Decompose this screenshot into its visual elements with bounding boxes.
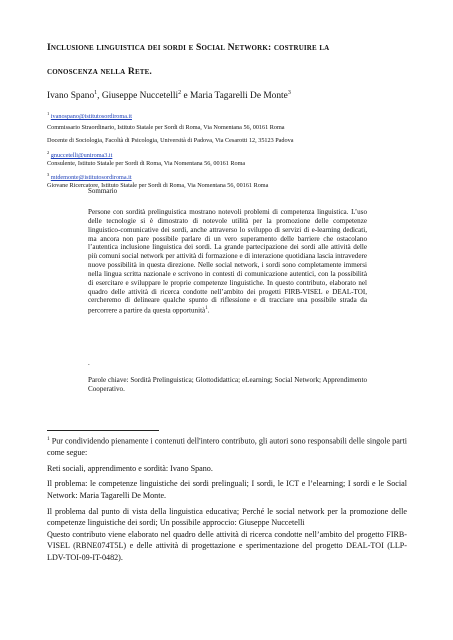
affiliation-mark: 1 xyxy=(47,111,50,116)
abstract-body: Persone con sordità prelinguistica mostrano notevoli problemi di competenza linguistica. L’uso delle tecnologie si è dimostrato di notevole utilità per la promozione delle competenze linguistico-comunicative dei sordi, anche attraverso lo sviluppo di servizi di e-learning dedicati, ma ancora non pare possibile parlare di un vero superamento delle barriere che ostacolano l’autentica inclusione linguistica dei sordi. La grande partecipazione dei sordi alle attività delle più comuni social network per attività di formazione e di interazione quotidiana lascia intravedere nuove possibilità in questa direzione. Nelle social network, i sordi sono completamente immersi nella lingua scritta nazionale e scrivono in contesti di comunicazione autentici, con la possibilità di esercitare e sviluppare le proprie competenze linguistiche. In questo contributo, elaborato nel quadro delle attività di ricerca condotte nell’ambito dei progetti FIRB-VISEL e DEAL-TOI, cercheremo di delineare qualche spunto di riflessione e di tracciare una possibile strada da percorrere a partire da questa opportunità xyxy=(88,208,367,315)
affiliation-mark: 3 xyxy=(47,172,50,177)
footnote-rule xyxy=(47,430,159,431)
affiliation-mark: 2 xyxy=(47,150,50,155)
author-mark: 1 xyxy=(94,90,98,96)
affiliation-line: Docente di Sociologia, Facoltà di Psicologia, Università di Padova, Via Cesarotti 12, 35123 Padova xyxy=(47,137,294,144)
author-mark: 2 xyxy=(178,90,182,96)
footnote-item: Il problema: le competenze linguistiche dei sordi prelinguali; I sordi, le ICT e l’elearning; I sordi e le Social Network: Maria Tagarelli De Monte. xyxy=(47,479,407,501)
abstract-tail: . xyxy=(207,306,210,315)
author-name: Maria Tagarelli De Monte xyxy=(189,91,288,102)
author-name: Giuseppe Nuccetelli xyxy=(101,91,179,102)
keywords: Parole chiave: Sordità Prelinguistica; Glottodidattica; eLearning; Social Network; Apprendimento Cooperativo. xyxy=(88,376,367,393)
footnote-intro xyxy=(47,434,407,459)
email-link[interactable]: gnuccetelli@uniroma3.it xyxy=(50,152,113,160)
footnote-item: Reti sociali, apprendimento e sordità: Ivano Spano. xyxy=(47,463,213,473)
affiliation-line: Consulente, Istituto Statale per Sordi di Roma, Via Nomentana 56, 00161 Roma xyxy=(47,160,246,167)
affiliation-email-2 xyxy=(47,149,112,160)
section-separator: . xyxy=(88,359,90,367)
author-separator: , xyxy=(97,91,102,102)
paper-title-line-1: Inclusione linguistica dei sordi e Social Network: costruire la xyxy=(47,42,330,53)
author-name: Ivano Spano xyxy=(47,91,95,102)
footnote-ref: 1 xyxy=(205,306,208,312)
email-link[interactable]: mtdemonte@istitutosordiroma.it xyxy=(50,174,132,182)
footnote-item: Il problema dal punto di vista della linguistica educativa; Perché le social network per la promozione delle competenze linguistiche dei sordi; Un possibile approccio: Giuseppe Nuccetelli xyxy=(47,506,407,528)
paper-title-line-2: conoscenza nella Rete. xyxy=(47,66,152,77)
abstract-text xyxy=(88,208,367,315)
footnote xyxy=(47,432,407,564)
affiliation-line: Commissario Straordinario, Istituto Statale per Sordi di Roma, Via Nomentana 56, 00161 Roma xyxy=(47,124,285,131)
affiliation-line: Giovane Ricercatore, Istituto Statale per Sordi di Roma, Via Nomentana 56, 00161 Roma xyxy=(47,182,269,189)
affiliation-email-1 xyxy=(47,110,132,121)
abstract-heading: Sommario xyxy=(88,187,118,195)
author-mark: 3 xyxy=(287,90,291,96)
affiliation-email-3 xyxy=(47,171,132,182)
author-list xyxy=(47,90,291,101)
footnote-mark: 1 xyxy=(47,436,50,442)
footnote-intro-text: Pur condividendo pienamente i contenuti dell'intero contributo, gli autori sono responsabili delle singole parti come segue: xyxy=(47,436,407,458)
email-link[interactable]: ivanospano@istitutosordiroma.it xyxy=(50,113,132,121)
author-separator: e xyxy=(181,91,190,102)
footnote-closing: Questo contributo viene elaborato nel quadro delle attività di ricerca condotte nell’ambito del progetto FIRB-VISEL (RBNE074T5L) e delle attività di progettazione e sperimentazione del progetto DEAL-TOI (LLP-LDV-TOI-09-IT-0482). xyxy=(47,529,407,563)
